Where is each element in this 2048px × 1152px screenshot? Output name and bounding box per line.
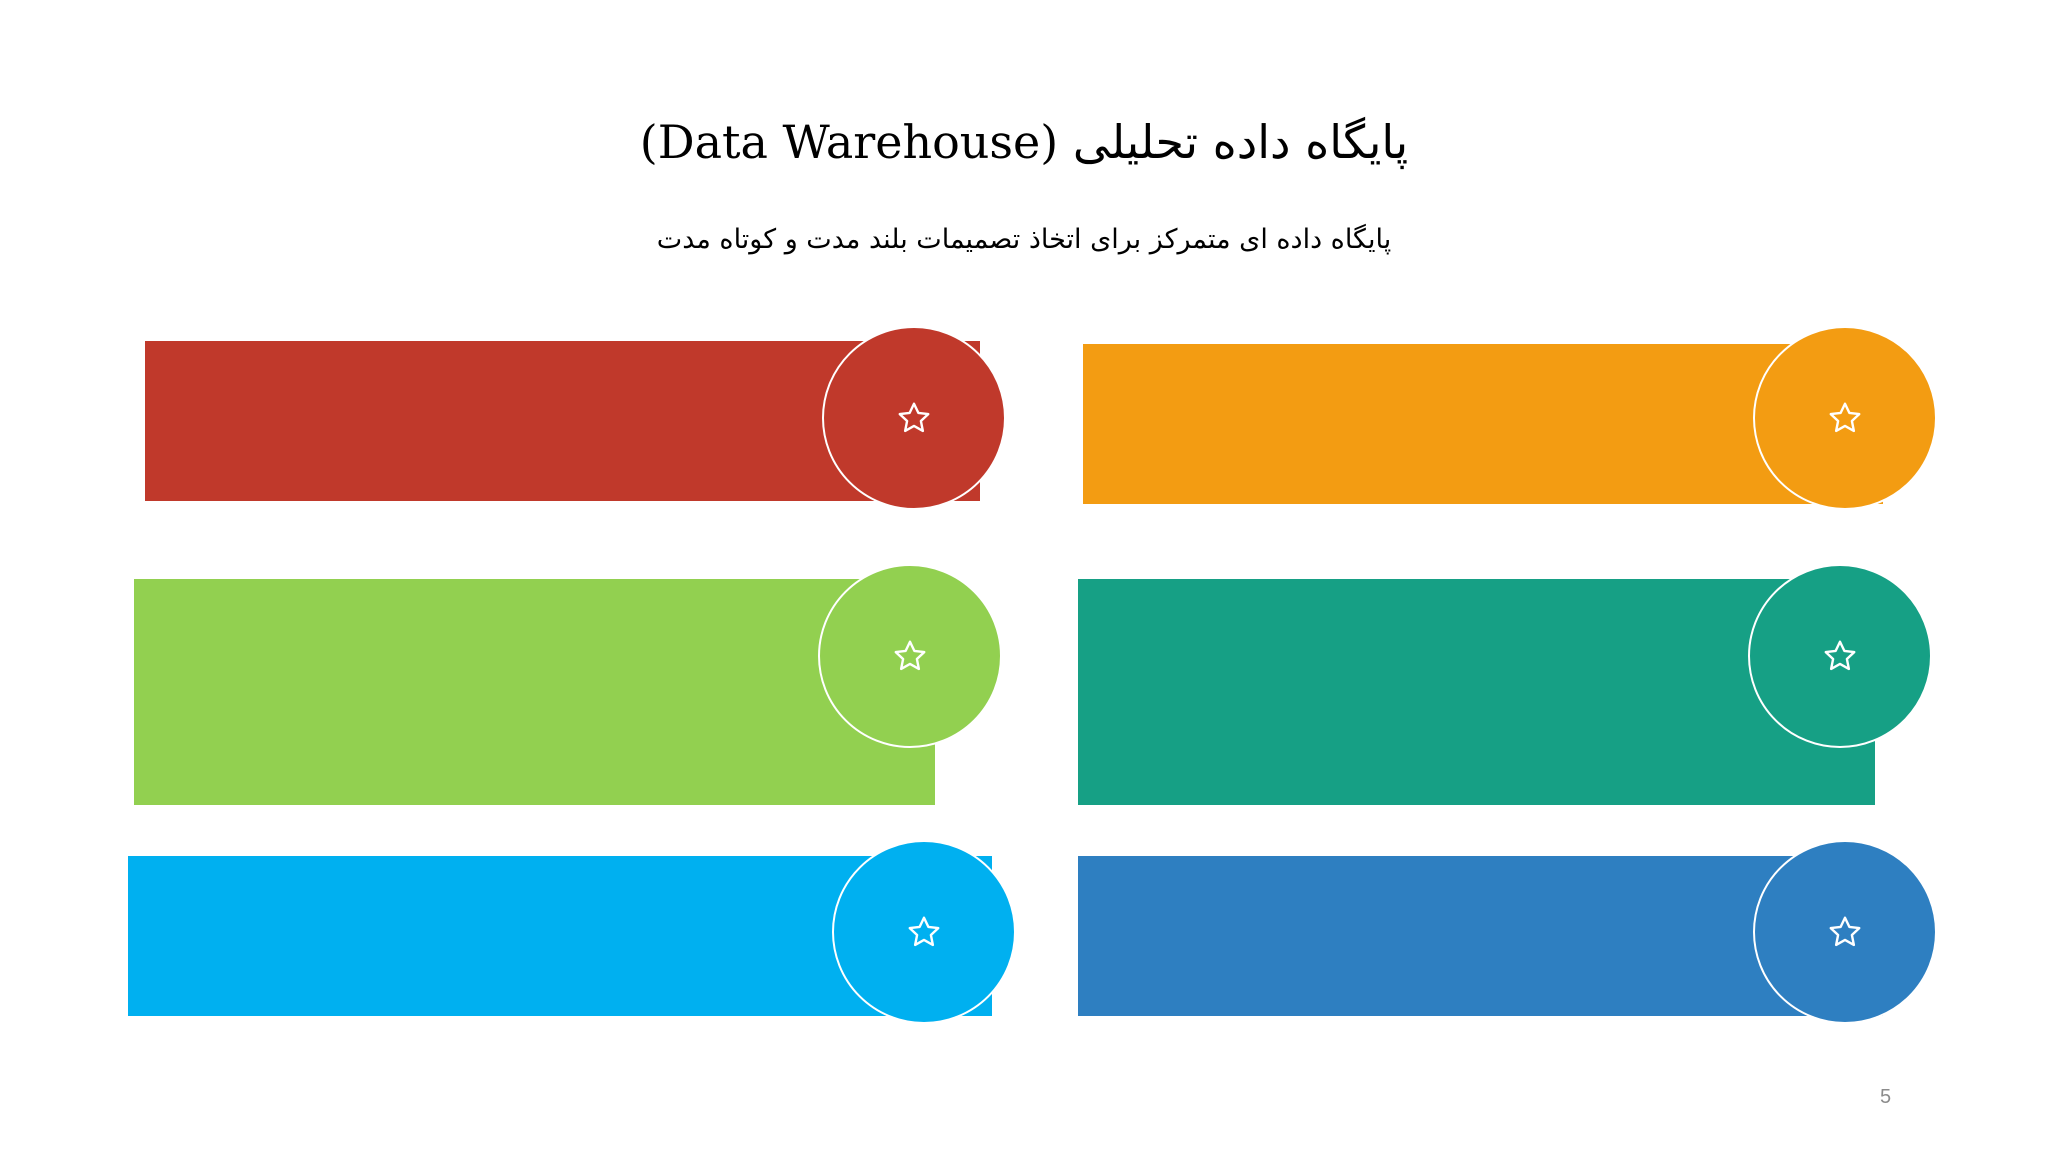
star-outline-icon bbox=[1827, 400, 1863, 436]
page-number: 5 bbox=[1880, 1086, 1892, 1108]
slide-subtitle: پایگاه داده ای متمرکز برای اتخاذ تصمیمات بلند مدت و کوتاه مدت bbox=[656, 224, 1392, 255]
feature-icon-circle bbox=[1753, 326, 1937, 510]
feature-icon-circle bbox=[818, 564, 1002, 748]
feature-icon-circle bbox=[832, 840, 1016, 1024]
star-outline-icon bbox=[1822, 638, 1858, 674]
star-outline-icon bbox=[892, 638, 928, 674]
star-outline-icon bbox=[896, 400, 932, 436]
slide-title: پایگاه داده تحلیلی (Data Warehouse) bbox=[639, 115, 1409, 169]
star-outline-icon bbox=[906, 914, 942, 950]
feature-icon-circle bbox=[1748, 564, 1932, 748]
feature-icon-circle bbox=[822, 326, 1006, 510]
feature-bar bbox=[134, 579, 935, 805]
star-outline-icon bbox=[1827, 914, 1863, 950]
feature-icon-circle bbox=[1753, 840, 1937, 1024]
